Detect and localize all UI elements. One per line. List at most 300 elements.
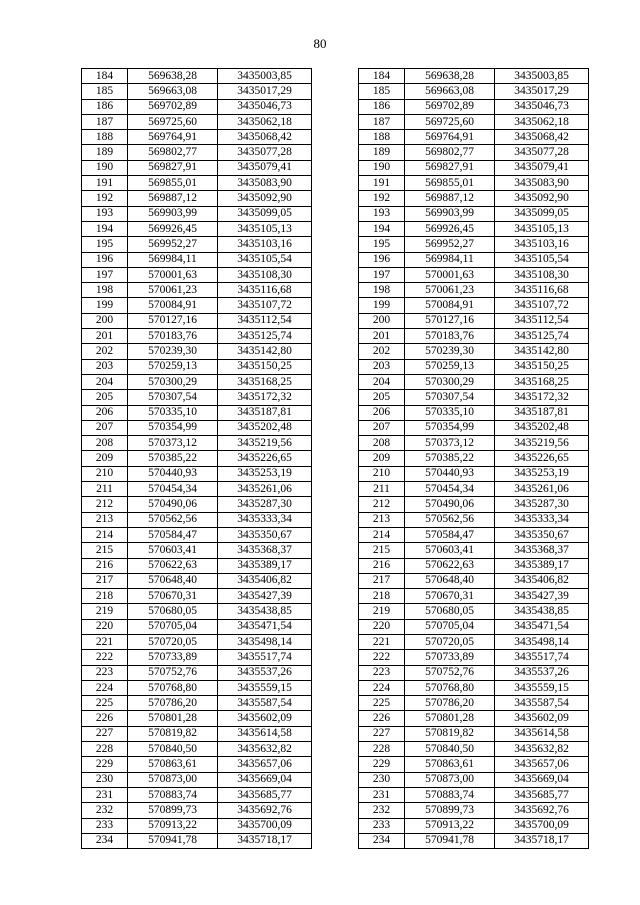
x-coordinate-cell: 570084,91 xyxy=(405,298,495,313)
x-coordinate-cell: 570720,05 xyxy=(128,634,218,649)
y-coordinate-cell: 3435471,54 xyxy=(495,619,589,634)
table-row xyxy=(82,818,312,833)
x-coordinate-cell: 570603,41 xyxy=(128,543,218,558)
x-coordinate-cell: 569802,77 xyxy=(405,145,495,160)
x-coordinate-cell: 569903,99 xyxy=(405,206,495,221)
table-row xyxy=(82,619,312,634)
x-coordinate-cell: 570307,54 xyxy=(405,390,495,405)
table-row xyxy=(82,145,312,160)
table-row xyxy=(359,665,589,680)
y-coordinate-cell: 3435700,09 xyxy=(218,818,312,833)
point-number-cell: 190 xyxy=(82,160,128,175)
y-coordinate-cell: 3435125,74 xyxy=(218,329,312,344)
x-coordinate-cell: 570061,23 xyxy=(128,283,218,298)
y-coordinate-cell: 3435046,73 xyxy=(218,99,312,114)
point-number-cell: 226 xyxy=(82,711,128,726)
x-coordinate-cell: 570913,22 xyxy=(405,818,495,833)
x-coordinate-cell: 570490,06 xyxy=(405,497,495,512)
x-coordinate-cell: 570899,73 xyxy=(128,803,218,818)
point-number-cell: 188 xyxy=(359,130,405,145)
x-coordinate-cell: 569663,08 xyxy=(128,84,218,99)
point-number-cell: 213 xyxy=(359,512,405,527)
y-coordinate-cell: 3435083,90 xyxy=(495,176,589,191)
table-row xyxy=(359,742,589,757)
table-row xyxy=(359,482,589,497)
point-number-cell: 225 xyxy=(359,696,405,711)
table-row xyxy=(82,512,312,527)
table-row xyxy=(82,160,312,175)
y-coordinate-cell: 3435438,85 xyxy=(218,604,312,619)
table-row xyxy=(359,191,589,206)
y-coordinate-cell: 3435105,54 xyxy=(495,252,589,267)
x-coordinate-cell: 569702,89 xyxy=(128,99,218,114)
y-coordinate-cell: 3435092,90 xyxy=(218,191,312,206)
point-number-cell: 228 xyxy=(359,742,405,757)
point-number-cell: 210 xyxy=(82,466,128,481)
y-coordinate-cell: 3435187,81 xyxy=(495,405,589,420)
x-coordinate-cell: 570883,74 xyxy=(405,787,495,802)
x-coordinate-cell: 570863,61 xyxy=(405,757,495,772)
point-number-cell: 231 xyxy=(82,787,128,802)
y-coordinate-cell: 3435168,25 xyxy=(495,374,589,389)
table-row xyxy=(359,374,589,389)
y-coordinate-cell: 3435105,13 xyxy=(218,221,312,236)
point-number-cell: 203 xyxy=(359,359,405,374)
y-coordinate-cell: 3435427,39 xyxy=(218,589,312,604)
table-row xyxy=(359,99,589,114)
table-row xyxy=(82,711,312,726)
x-coordinate-cell: 570648,40 xyxy=(405,573,495,588)
table-row xyxy=(82,742,312,757)
x-coordinate-cell: 570941,78 xyxy=(405,833,495,848)
table-row xyxy=(359,206,589,221)
table-row xyxy=(82,359,312,374)
x-coordinate-cell: 569855,01 xyxy=(405,176,495,191)
y-coordinate-cell: 3435202,48 xyxy=(495,420,589,435)
point-number-cell: 222 xyxy=(359,650,405,665)
y-coordinate-cell: 3435471,54 xyxy=(218,619,312,634)
point-number-cell: 186 xyxy=(82,99,128,114)
y-coordinate-cell: 3435333,34 xyxy=(495,512,589,527)
point-number-cell: 196 xyxy=(82,252,128,267)
x-coordinate-cell: 570562,56 xyxy=(128,512,218,527)
y-coordinate-cell: 3435077,28 xyxy=(218,145,312,160)
x-coordinate-cell: 570373,12 xyxy=(405,436,495,451)
table-row xyxy=(359,543,589,558)
point-number-cell: 221 xyxy=(82,634,128,649)
y-coordinate-cell: 3435253,19 xyxy=(495,466,589,481)
point-number-cell: 214 xyxy=(82,527,128,542)
x-coordinate-cell: 569855,01 xyxy=(128,176,218,191)
point-number-cell: 227 xyxy=(359,726,405,741)
table-row xyxy=(359,726,589,741)
x-coordinate-cell: 570883,74 xyxy=(128,787,218,802)
x-coordinate-cell: 570354,99 xyxy=(128,420,218,435)
point-number-cell: 195 xyxy=(359,237,405,252)
y-coordinate-cell: 3435046,73 xyxy=(495,99,589,114)
table-row xyxy=(82,344,312,359)
x-coordinate-cell: 570752,76 xyxy=(128,665,218,680)
x-coordinate-cell: 570183,76 xyxy=(405,329,495,344)
point-number-cell: 226 xyxy=(359,711,405,726)
table-row xyxy=(359,298,589,313)
y-coordinate-cell: 3435287,30 xyxy=(495,497,589,512)
point-number-cell: 209 xyxy=(359,451,405,466)
table-row xyxy=(359,176,589,191)
point-number-cell: 204 xyxy=(359,374,405,389)
point-number-cell: 195 xyxy=(82,237,128,252)
table-row xyxy=(82,114,312,129)
x-coordinate-cell: 569702,89 xyxy=(405,99,495,114)
point-number-cell: 206 xyxy=(82,405,128,420)
x-coordinate-cell: 569638,28 xyxy=(405,69,495,84)
y-coordinate-cell: 3435107,72 xyxy=(495,298,589,313)
x-coordinate-cell: 569952,27 xyxy=(128,237,218,252)
x-coordinate-cell: 569827,91 xyxy=(405,160,495,175)
y-coordinate-cell: 3435092,90 xyxy=(495,191,589,206)
point-number-cell: 202 xyxy=(359,344,405,359)
point-number-cell: 205 xyxy=(359,390,405,405)
x-coordinate-cell: 570840,50 xyxy=(405,742,495,757)
y-coordinate-cell: 3435068,42 xyxy=(495,130,589,145)
table-row xyxy=(82,497,312,512)
point-number-cell: 230 xyxy=(82,772,128,787)
point-number-cell: 229 xyxy=(82,757,128,772)
page-number: 80 xyxy=(313,36,327,51)
y-coordinate-cell: 3435602,09 xyxy=(495,711,589,726)
point-number-cell: 192 xyxy=(359,191,405,206)
point-number-cell: 206 xyxy=(359,405,405,420)
table-row xyxy=(82,436,312,451)
point-number-cell: 197 xyxy=(82,267,128,282)
point-number-cell: 193 xyxy=(359,206,405,221)
x-coordinate-cell: 570454,34 xyxy=(128,482,218,497)
x-coordinate-cell: 570440,93 xyxy=(128,466,218,481)
table-row xyxy=(359,527,589,542)
table-row xyxy=(359,650,589,665)
y-coordinate-cell: 3435350,67 xyxy=(218,527,312,542)
table-row xyxy=(359,237,589,252)
table-row xyxy=(359,573,589,588)
y-coordinate-cell: 3435614,58 xyxy=(218,726,312,741)
point-number-cell: 234 xyxy=(359,833,405,848)
table-row xyxy=(82,130,312,145)
x-coordinate-cell: 570259,13 xyxy=(128,359,218,374)
y-coordinate-cell: 3435517,74 xyxy=(495,650,589,665)
point-number-cell: 202 xyxy=(82,344,128,359)
y-coordinate-cell: 3435079,41 xyxy=(495,160,589,175)
table-row xyxy=(82,267,312,282)
y-coordinate-cell: 3435669,04 xyxy=(495,772,589,787)
point-number-cell: 218 xyxy=(82,589,128,604)
table-row xyxy=(82,390,312,405)
table-row xyxy=(82,283,312,298)
x-coordinate-cell: 570335,10 xyxy=(405,405,495,420)
table-row xyxy=(82,634,312,649)
y-coordinate-cell: 3435226,65 xyxy=(218,451,312,466)
table-row xyxy=(359,634,589,649)
table-row xyxy=(82,757,312,772)
y-coordinate-cell: 3435003,85 xyxy=(218,69,312,84)
x-coordinate-cell: 570873,00 xyxy=(405,772,495,787)
x-coordinate-cell: 570440,93 xyxy=(405,466,495,481)
point-number-cell: 189 xyxy=(82,145,128,160)
table-body-right xyxy=(359,69,589,849)
x-coordinate-cell: 569926,45 xyxy=(128,221,218,236)
y-coordinate-cell: 3435103,16 xyxy=(218,237,312,252)
point-number-cell: 192 xyxy=(82,191,128,206)
x-coordinate-cell: 570622,63 xyxy=(405,558,495,573)
x-coordinate-cell: 570680,05 xyxy=(128,604,218,619)
point-number-cell: 208 xyxy=(82,436,128,451)
point-number-cell: 227 xyxy=(82,726,128,741)
x-coordinate-cell: 570490,06 xyxy=(128,497,218,512)
y-coordinate-cell: 3435587,54 xyxy=(218,696,312,711)
y-coordinate-cell: 3435368,37 xyxy=(218,543,312,558)
point-number-cell: 215 xyxy=(82,543,128,558)
y-coordinate-cell: 3435537,26 xyxy=(495,665,589,680)
table-row xyxy=(82,772,312,787)
y-coordinate-cell: 3435685,77 xyxy=(218,787,312,802)
point-number-cell: 223 xyxy=(82,665,128,680)
x-coordinate-cell: 570603,41 xyxy=(405,543,495,558)
point-number-cell: 233 xyxy=(359,818,405,833)
y-coordinate-cell: 3435219,56 xyxy=(495,436,589,451)
table-row xyxy=(359,787,589,802)
y-coordinate-cell: 3435003,85 xyxy=(495,69,589,84)
y-coordinate-cell: 3435498,14 xyxy=(495,634,589,649)
table-row xyxy=(82,206,312,221)
point-number-cell: 216 xyxy=(359,558,405,573)
y-coordinate-cell: 3435685,77 xyxy=(495,787,589,802)
table-row xyxy=(82,405,312,420)
y-coordinate-cell: 3435142,80 xyxy=(218,344,312,359)
table-row xyxy=(82,420,312,435)
x-coordinate-cell: 570801,28 xyxy=(128,711,218,726)
point-number-cell: 211 xyxy=(82,482,128,497)
point-number-cell: 191 xyxy=(82,176,128,191)
point-number-cell: 232 xyxy=(359,803,405,818)
point-number-cell: 184 xyxy=(359,69,405,84)
point-number-cell: 199 xyxy=(82,298,128,313)
table-row xyxy=(359,267,589,282)
point-number-cell: 188 xyxy=(82,130,128,145)
table-row xyxy=(82,482,312,497)
point-number-cell: 185 xyxy=(82,84,128,99)
x-coordinate-cell: 570768,80 xyxy=(405,680,495,695)
y-coordinate-cell: 3435389,17 xyxy=(495,558,589,573)
y-coordinate-cell: 3435226,65 xyxy=(495,451,589,466)
y-coordinate-cell: 3435116,68 xyxy=(218,283,312,298)
y-coordinate-cell: 3435105,13 xyxy=(495,221,589,236)
table-row xyxy=(82,558,312,573)
y-coordinate-cell: 3435389,17 xyxy=(218,558,312,573)
y-coordinate-cell: 3435333,34 xyxy=(218,512,312,527)
table-row xyxy=(359,221,589,236)
x-coordinate-cell: 570562,56 xyxy=(405,512,495,527)
point-number-cell: 194 xyxy=(359,221,405,236)
table-row xyxy=(82,176,312,191)
point-number-cell: 189 xyxy=(359,145,405,160)
x-coordinate-cell: 570913,22 xyxy=(128,818,218,833)
point-number-cell: 219 xyxy=(359,604,405,619)
y-coordinate-cell: 3435017,29 xyxy=(218,84,312,99)
x-coordinate-cell: 570768,80 xyxy=(128,680,218,695)
y-coordinate-cell: 3435083,90 xyxy=(218,176,312,191)
point-number-cell: 199 xyxy=(359,298,405,313)
table-row xyxy=(359,803,589,818)
y-coordinate-cell: 3435107,72 xyxy=(218,298,312,313)
table-row xyxy=(359,619,589,634)
x-coordinate-cell: 570733,89 xyxy=(128,650,218,665)
table-row xyxy=(82,543,312,558)
point-number-cell: 225 xyxy=(82,696,128,711)
x-coordinate-cell: 569802,77 xyxy=(128,145,218,160)
y-coordinate-cell: 3435438,85 xyxy=(495,604,589,619)
y-coordinate-cell: 3435406,82 xyxy=(495,573,589,588)
x-coordinate-cell: 570454,34 xyxy=(405,482,495,497)
x-coordinate-cell: 570584,47 xyxy=(405,527,495,542)
table-row xyxy=(82,374,312,389)
y-coordinate-cell: 3435172,32 xyxy=(218,390,312,405)
y-coordinate-cell: 3435142,80 xyxy=(495,344,589,359)
y-coordinate-cell: 3435103,16 xyxy=(495,237,589,252)
table-row xyxy=(359,405,589,420)
x-coordinate-cell: 570622,63 xyxy=(128,558,218,573)
y-coordinate-cell: 3435537,26 xyxy=(218,665,312,680)
x-coordinate-cell: 570840,50 xyxy=(128,742,218,757)
point-number-cell: 218 xyxy=(359,589,405,604)
y-coordinate-cell: 3435657,06 xyxy=(495,757,589,772)
table-row xyxy=(359,466,589,481)
y-coordinate-cell: 3435125,74 xyxy=(495,329,589,344)
y-coordinate-cell: 3435150,25 xyxy=(495,359,589,374)
x-coordinate-cell: 569926,45 xyxy=(405,221,495,236)
y-coordinate-cell: 3435632,82 xyxy=(495,742,589,757)
x-coordinate-cell: 569638,28 xyxy=(128,69,218,84)
table-row xyxy=(82,803,312,818)
point-number-cell: 184 xyxy=(82,69,128,84)
y-coordinate-cell: 3435112,54 xyxy=(495,313,589,328)
x-coordinate-cell: 569952,27 xyxy=(405,237,495,252)
table-body-left xyxy=(82,69,312,849)
point-number-cell: 234 xyxy=(82,833,128,848)
table-row xyxy=(359,130,589,145)
table-row xyxy=(359,833,589,848)
y-coordinate-cell: 3435062,18 xyxy=(495,114,589,129)
y-coordinate-cell: 3435187,81 xyxy=(218,405,312,420)
y-coordinate-cell: 3435017,29 xyxy=(495,84,589,99)
table-row xyxy=(82,191,312,206)
x-coordinate-cell: 569663,08 xyxy=(405,84,495,99)
x-coordinate-cell: 569984,11 xyxy=(128,252,218,267)
x-coordinate-cell: 570127,16 xyxy=(405,313,495,328)
point-number-cell: 186 xyxy=(359,99,405,114)
point-number-cell: 210 xyxy=(359,466,405,481)
point-number-cell: 212 xyxy=(82,497,128,512)
table-row xyxy=(82,604,312,619)
y-coordinate-cell: 3435202,48 xyxy=(218,420,312,435)
table-row xyxy=(82,252,312,267)
table-row xyxy=(82,313,312,328)
table-row xyxy=(359,558,589,573)
x-coordinate-cell: 570899,73 xyxy=(405,803,495,818)
point-number-cell: 232 xyxy=(82,803,128,818)
point-number-cell: 220 xyxy=(359,619,405,634)
x-coordinate-cell: 570001,63 xyxy=(128,267,218,282)
point-number-cell: 193 xyxy=(82,206,128,221)
x-coordinate-cell: 570670,31 xyxy=(405,589,495,604)
x-coordinate-cell: 570300,29 xyxy=(128,374,218,389)
point-number-cell: 208 xyxy=(359,436,405,451)
y-coordinate-cell: 3435112,54 xyxy=(218,313,312,328)
point-number-cell: 220 xyxy=(82,619,128,634)
y-coordinate-cell: 3435692,76 xyxy=(218,803,312,818)
point-number-cell: 190 xyxy=(359,160,405,175)
x-coordinate-cell: 570307,54 xyxy=(128,390,218,405)
table-row xyxy=(82,298,312,313)
coordinates-table-left xyxy=(81,68,312,849)
table-row xyxy=(82,237,312,252)
point-number-cell: 211 xyxy=(359,482,405,497)
point-number-cell: 224 xyxy=(82,680,128,695)
y-coordinate-cell: 3435657,06 xyxy=(218,757,312,772)
y-coordinate-cell: 3435368,37 xyxy=(495,543,589,558)
table-row xyxy=(359,680,589,695)
table-row xyxy=(359,589,589,604)
x-coordinate-cell: 570873,00 xyxy=(128,772,218,787)
x-coordinate-cell: 570705,04 xyxy=(128,619,218,634)
y-coordinate-cell: 3435287,30 xyxy=(218,497,312,512)
y-coordinate-cell: 3435602,09 xyxy=(218,711,312,726)
table-row xyxy=(82,221,312,236)
x-coordinate-cell: 570084,91 xyxy=(128,298,218,313)
point-number-cell: 207 xyxy=(82,420,128,435)
table-row xyxy=(359,497,589,512)
table-row xyxy=(359,390,589,405)
y-coordinate-cell: 3435614,58 xyxy=(495,726,589,741)
y-coordinate-cell: 3435108,30 xyxy=(495,267,589,282)
point-number-cell: 200 xyxy=(82,313,128,328)
table-row xyxy=(359,451,589,466)
table-row xyxy=(359,420,589,435)
table-row xyxy=(82,833,312,848)
x-coordinate-cell: 569764,91 xyxy=(128,130,218,145)
table-row xyxy=(82,527,312,542)
point-number-cell: 187 xyxy=(359,114,405,129)
y-coordinate-cell: 3435718,17 xyxy=(495,833,589,848)
point-number-cell: 198 xyxy=(359,283,405,298)
x-coordinate-cell: 570786,20 xyxy=(128,696,218,711)
point-number-cell: 221 xyxy=(359,634,405,649)
x-coordinate-cell: 570373,12 xyxy=(128,436,218,451)
point-number-cell: 223 xyxy=(359,665,405,680)
x-coordinate-cell: 570680,05 xyxy=(405,604,495,619)
table-row xyxy=(82,680,312,695)
y-coordinate-cell: 3435406,82 xyxy=(218,573,312,588)
point-number-cell: 197 xyxy=(359,267,405,282)
x-coordinate-cell: 570385,22 xyxy=(405,451,495,466)
point-number-cell: 194 xyxy=(82,221,128,236)
x-coordinate-cell: 570786,20 xyxy=(405,696,495,711)
x-coordinate-cell: 570648,40 xyxy=(128,573,218,588)
x-coordinate-cell: 569887,12 xyxy=(405,191,495,206)
point-number-cell: 204 xyxy=(82,374,128,389)
y-coordinate-cell: 3435587,54 xyxy=(495,696,589,711)
table-row xyxy=(82,69,312,84)
point-number-cell: 213 xyxy=(82,512,128,527)
table-row xyxy=(359,604,589,619)
